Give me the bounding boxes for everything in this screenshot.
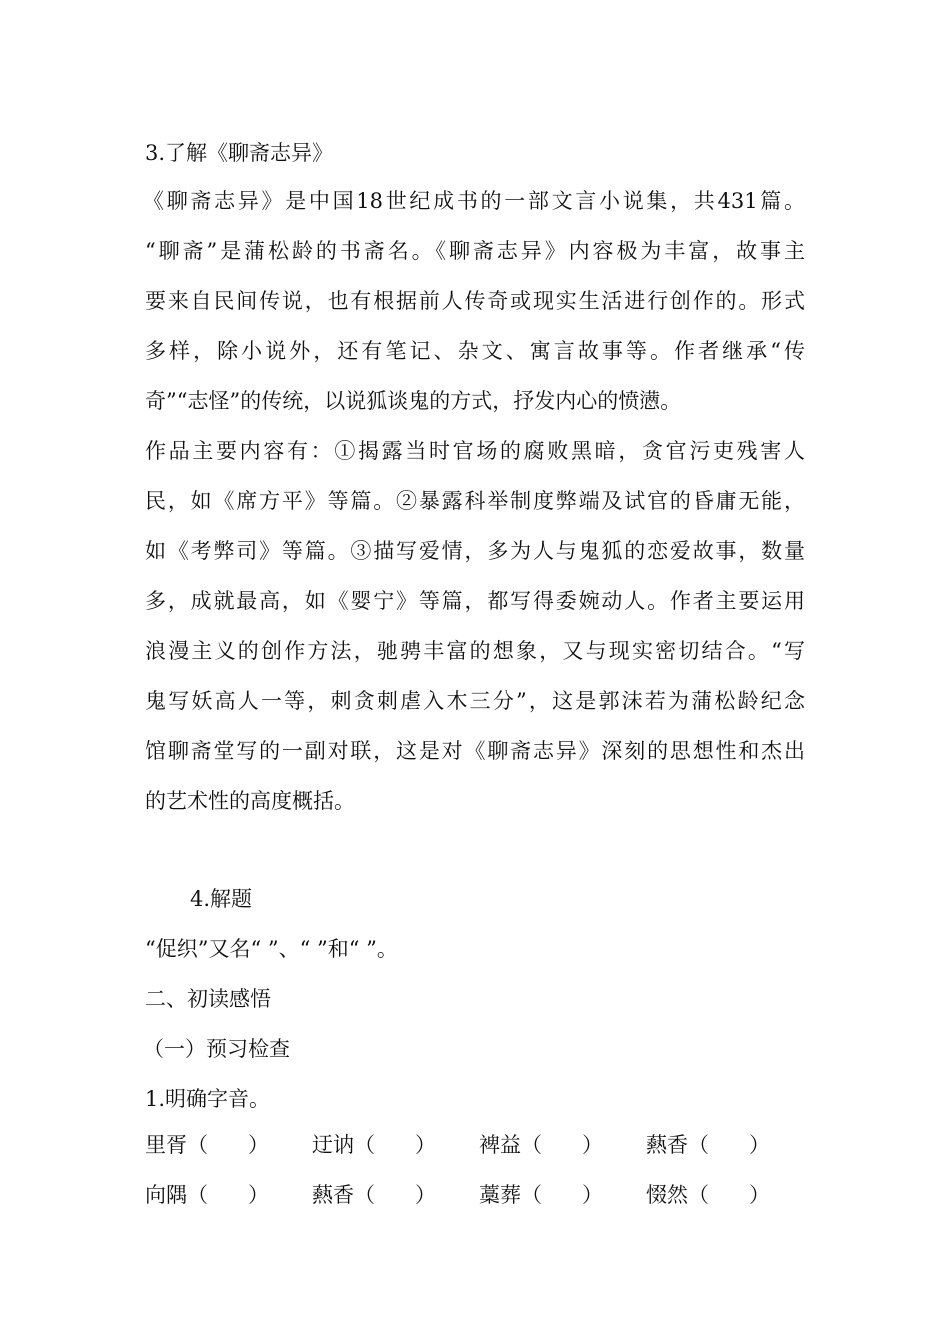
preview-check-subheading: （一）预习检查 — [143, 1037, 290, 1061]
para2-line-7: 馆聊斋堂写的一副对联，这是对《聊斋志异》深刻的思想性和杰出 — [145, 739, 805, 763]
para2-line-4: 多，成就最高，如《婴宁》等篇，都写得委婉动人。作者主要运用 — [145, 589, 805, 613]
para1-line-3: 要来自民间传说，也有根据前人传奇或现实生活进行创作的。形式 — [145, 289, 805, 313]
section-4-fill-blank: “促织”又名“ ”、“ ”和“ ”。 — [145, 937, 398, 961]
para1-line-2: “聊斋”是蒲松龄的书斋名。《聊斋志异》内容极为丰富，故事主 — [145, 239, 805, 263]
para2-line-5: 浪漫主义的创作方法，驰骋丰富的想象，又与现实密切结合。“写 — [145, 639, 805, 663]
para2-line-1: 作品主要内容有：①揭露当时官场的腐败黑暗，贪官污吏残害人 — [145, 439, 805, 463]
pronunciation-item: 爇香（ ） — [646, 1133, 771, 1157]
pronunciation-row — [145, 1185, 825, 1211]
para2-line-6: 鬼写妖高人一等，刺贪刺虐入木三分”，这是郭沫若为蒲松龄纪念 — [145, 689, 805, 713]
para2-line-2: 民，如《席方平》等篇。②暴露科举制度弊端及试官的昏庸无能， — [145, 489, 805, 513]
pronunciation-item: 向隅（ ） — [145, 1183, 270, 1207]
para1-line-5: 奇”“志怪”的传统，以说狐谈鬼的方式，抒发内心的愤懑。 — [145, 389, 682, 413]
part-2-heading: 二、初读感悟 — [145, 987, 271, 1011]
section-3-heading: 3.了解《聊斋志异》 — [145, 141, 334, 165]
section-4-heading: 4.解题 — [190, 887, 253, 911]
para1-line-1: 《聊斋志异》是中国18世纪成书的一部文言小说集，共431篇。 — [143, 189, 805, 213]
para1-line-4: 多样，除小说外，还有笔记、杂文、寓言故事等。作者继承“传 — [145, 339, 805, 363]
pronunciation-item: 裨益（ ） — [479, 1133, 604, 1157]
para2-line-3: 如《考弊司》等篇。③描写爱情，多为人与鬼狐的恋爱故事，数量 — [145, 539, 805, 563]
pronunciation-item: 里胥（ ） — [145, 1133, 270, 1157]
question-1: 1.明确字音。 — [145, 1087, 271, 1111]
pronunciation-item: 迂讷（ ） — [312, 1133, 437, 1157]
pronunciation-item: 惙然（ ） — [646, 1183, 771, 1207]
pronunciation-item: 爇香（ ） — [312, 1183, 437, 1207]
pronunciation-row — [145, 1135, 825, 1161]
para2-line-8: 的艺术性的高度概括。 — [145, 789, 355, 813]
pronunciation-item: 藁葬（ ） — [479, 1183, 604, 1207]
